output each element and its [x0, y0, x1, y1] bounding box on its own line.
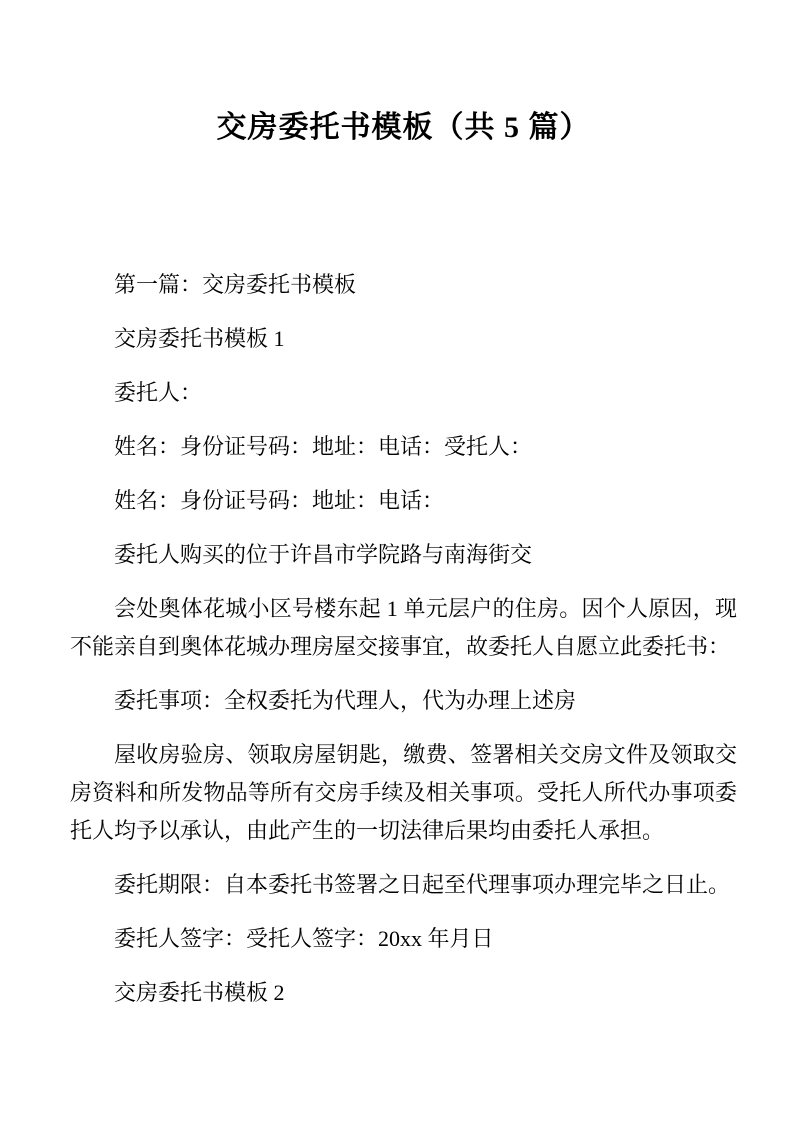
paragraph-delegation-matters-intro: 委托事项：全权委托为代理人，代为办理上述房: [114, 688, 577, 713]
paragraph-section-heading: 第一篇：交房委托书模板: [114, 272, 357, 297]
paragraph-property-location-detail: 会处奥体花城小区号楼东起 1 单元层户的住房。因个人原因，现不能亲自到奥体花城办理房屋交接事宜，故委托人自愿立此委托书：: [70, 596, 737, 659]
paragraph-delegation-term: 委托期限：自本委托书签署之日起至代理事项办理完毕之日止。: [114, 872, 731, 897]
paragraph-template-1-heading: 交房委托书模板 1: [114, 326, 285, 351]
paragraph-signatures-date: 委托人签字：受托人签字：20xx 年月日: [114, 926, 494, 951]
paragraph-property-location-intro: 委托人购买的位于许昌市学院路与南海街交: [114, 542, 533, 567]
paragraph-trustee-info-fields: 姓名：身份证号码：地址：电话：: [114, 488, 445, 513]
paragraph-principal-info-fields: 姓名：身份证号码：地址：电话：受托人：: [114, 434, 533, 459]
paragraph-principal-label: 委托人：: [114, 380, 203, 405]
paragraph-delegation-matters-detail: 屋收房验房、领取房屋钥匙，缴费、签署相关交房文件及领取交房资料和所发物品等所有交房手续及相关事项。受托人所代办事项委托人均予以承认，由此产生的一切法律后果均由委托人承担。: [70, 742, 737, 843]
document-title: 交房委托书模板（共 5 篇）: [216, 111, 591, 144]
paragraph-template-2-heading: 交房委托书模板 2: [114, 980, 285, 1005]
